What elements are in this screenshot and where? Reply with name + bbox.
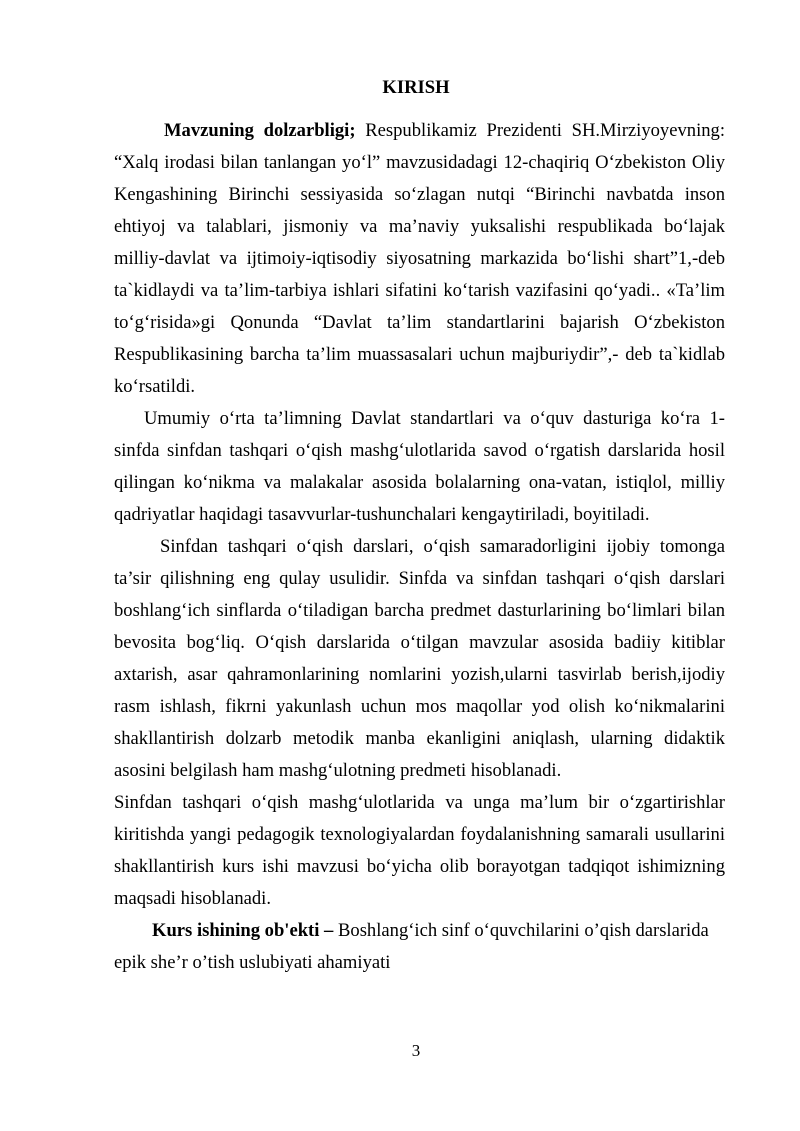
section-title: KIRISH [382, 77, 450, 98]
relevance-text: Respublikamiz Prezidenti SH.Mirziyoyevning: “Xalq irodasi bilan tanlangan yo‘l” mavzusidadagi 12-chaqiriq O‘zbekiston Oliy Kengashining Birinchi sessiyasida so‘zlagan nutqi “Birinchi navbatda inson ehtiyoj va talablari, jismoniy va ma’naviy yuksalishi respublikada bo‘lajak milliy-davlat va ijtimoiy-iqtisodiy siyosatning markazida bo‘lishi shart”1,-deb ta`kidlaydi va ta’lim-tarbiya ishlari sifatini ko‘tarish vazifasini qo‘yadi.. «Ta’lim to‘g‘risida»gi Qonunda “Davlat ta’lim standartlarini bajarish O‘zbekiston Respublikasining barcha ta’lim muassasalari uchun majburiydir”,- deb ta`kidlab ko‘rsatildi. [114, 120, 725, 397]
object-text: Boshlang‘ich sinf o‘quvchilarini o’qish darslarida epik she’r o’tish uslubiyati ahamiyati [114, 920, 709, 973]
paragraph-standards: Umumiy o‘rta ta’limning Davlat standartlari va o‘quv dasturiga ko‘ra 1-sinfda sinfdan tashqari o‘qish mashg‘ulotlarida savod o‘rgatish darslarida hosil qilingan ko‘nikma va malakalar asosida bolalarning ona-vatan, istiqlol, milliy qadriyatlar haqidagi tasavvurlar-tushunchalari kengaytiriladi, boyitiladi. [114, 408, 725, 525]
paragraph-relevance [114, 115, 725, 403]
page-number: 3 [411, 1041, 421, 1060]
paragraph-reading-lessons: Sinfdan tashqari o‘qish darslari, o‘qish samaradorligini ijobiy tomonga ta’sir qilishning eng qulay usulidir. Sinfda va sinfdan tashqari o‘qish darslari boshlang‘ich sinflarda o‘tiladigan barcha predmet dasturlarining bo‘limlari bilan bevosita bog‘liq. O‘qish darslarida o‘tilgan mavzular asosida badiiy kitiblar axtarish, asar qahramonlarining nomlarini yozish,ularni tasvirlab berish,ijodiy rasm ishlash, fikrni yakunlash uchun mos maqollar yod olish ko‘nikmalarini shakllantirish dolzarb metodik manba ekanligini aniqlash, ularning didaktik asosini belgilash ham mashg‘ulotning predmeti hisoblanadi. [114, 536, 725, 781]
paragraph-goal: Sinfdan tashqari o‘qish mashg‘ulotlarida va unga ma’lum bir o‘zgartirishlar kiritishda yangi pedagogik texnologiyalardan foydalanishning samarali usullarini shakllantirish kurs ishi mavzusi bo‘yicha olib borayotgan tadqiqot ishimizning maqsadi hisoblanadi. [114, 792, 725, 909]
paragraph-object [114, 915, 725, 979]
object-heading: Kurs ishining ob'ekti – [152, 920, 334, 941]
relevance-heading: Mavzuning dolzarbligi; [164, 120, 356, 141]
